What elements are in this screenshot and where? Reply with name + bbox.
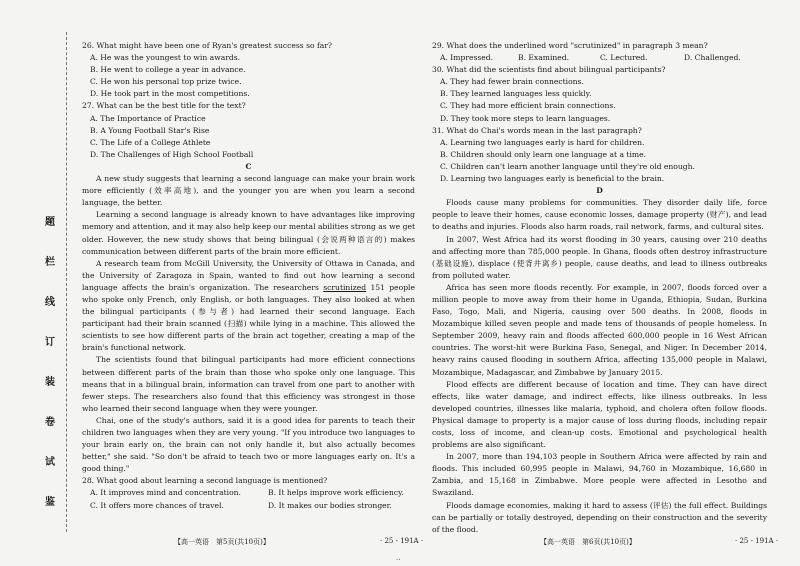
passage-paragraph: Africa has seen more floods recently. For example, in 2007, floods forced over a million people to move away from their home in Uganda, Ethiopia, Sudan, Burkina Faso, Togo, Mali, and Nigeria, causing over 500 deaths. In 2008, floods in Mozambique killed seven people and made tens of thousands of people homeless. In September 2009, heavy rain and floods affected 600,000 people in 16 West African countries. The worst-hit were Burkina Faso, Senegal, and Niger. In December 2014, heavy rains caused flooding in southern Africa, affecting 135,000 people in Malawi, Mozambique, Madagascar, and Zimbabwe by January 2015. [432, 282, 767, 377]
binding-margin [0, 0, 66, 566]
option-row [440, 52, 767, 64]
option: D. It makes our bodies stronger. [268, 500, 392, 510]
right-column [432, 40, 767, 536]
option: C. The Life of a College Athlete [90, 137, 211, 147]
margin-char: 卷 [45, 417, 55, 428]
passage-paragraph: In 2007, more than 194,103 people in Southern Africa were affected by rain and floods. This included 60,995 people in Malawi, 94,760 in Mozambique, 16,680 in Zambia, and 15,168 in Zimbabwe. More people were affected in Lesotho and Swaziland. [432, 452, 767, 498]
option: A. The Importance of Practice [90, 113, 206, 123]
question-27: 27. What can be the best title for the text? [82, 101, 246, 111]
passage-paragraph: Floods damage economies, making it hard to assess (评估) the full effect. Buildings can be partially or totally destroyed, depending on their construction and the severity of the flood. [432, 500, 767, 534]
option: A. He was the youngest to win awards. [90, 53, 241, 63]
option: B. A Young Football Star's Rise [90, 125, 210, 135]
option: A. Impressed. [440, 53, 494, 63]
option: C. It offers more chances of travel. [90, 500, 224, 510]
passage-paragraph: The scientists found that bilingual participants had more efficient connections between different parts of the brain than those who spoke only one language. This means that in a bilingual brain, information can travel from one part to another with fewer steps. The researchers also found that this efficiency was strongest in those who learned their second language when they were younger. [82, 355, 415, 413]
passage-paragraph [82, 258, 415, 355]
option: D. They took more steps to learn languages. [440, 113, 611, 123]
paragraph-text: 151 people who spoke only French, only English, or both languages. They also looked at when the bilingual participants (参与者) had learned their second language. Each participant had their brain scanned (扫描) while lying in a machine. This allowed the scientists to see how different parts of the brain act together, creating a map of the brain's functional network. [82, 282, 415, 353]
question-31: 31. What do Chai's words mean in the last paragraph? [432, 125, 642, 135]
option: A. They had fewer brain connections. [440, 77, 584, 87]
option-row [90, 487, 415, 499]
passage-paragraph: Learning a second language is already known to have advantages like improving memory and attention, and it may also help keep our mental abilities strong as we get older. However, the new study shows that being bilingual (会说两种语言的) makes communication between different parts of the brain more efficient. [82, 210, 415, 256]
question-30: 30. What did the scientists find about bilingual participants? [432, 65, 666, 75]
margin-char: 栏 [45, 257, 55, 268]
option: C. He won his personal top prize twice. [90, 77, 242, 87]
passage-paragraph: Flood effects are different because of location and time. They can have direct effects, like water damage, and indirect effects, like illness outbreaks. In less developed countries, illnesses like malaria, typhoid, and cholera often follow floods. Physical damage to property is a major cause of loss during floods, including repair costs, loss of income, and clean-up costs. Emotional and psychological health problems are also significant. [432, 379, 767, 450]
underlined-word: scrutinized [323, 282, 367, 292]
option: D. He took part in the most competitions. [90, 89, 250, 99]
passage-paragraph: Floods cause many problems for communities. They disorder daily life, force people to leave their homes, cause economic losses, damage property (财产), and lead to deaths and injuries. Floods also harm roads, rail network, farms, and cultural sites. [432, 198, 767, 232]
page-code-right: · 25 - 191A · [735, 537, 779, 545]
option: B. He went to college a year in advance. [90, 65, 246, 75]
question-28: 28. What good about learning a second language is mentioned? [82, 476, 328, 486]
option: B. They learned languages less quickly. [440, 89, 592, 99]
binding-line [66, 32, 67, 532]
passage-paragraph: In 2007, West Africa had its worst flooding in 30 years, causing over 210 deaths and affecting more than 785,000 people. In Ghana, floods often destroy infrastructure (基础设施), displace (使背井离乡) people, cause deaths, and lead to illness outbreaks from polluted water. [432, 234, 767, 280]
margin-char: 线 [45, 297, 55, 308]
question-29: 29. What does the underlined word "scrutinized" in paragraph 3 mean? [432, 41, 708, 50]
option: D. The Challenges of High School Football [90, 149, 254, 159]
margin-char: 订 [45, 337, 55, 348]
page-footer-left: 【高一英语 第5页(共10页)】 [174, 538, 270, 546]
option: B. It helps improve work efficiency. [268, 488, 404, 498]
option: C. Lectured. [600, 53, 648, 63]
option-row [90, 500, 415, 512]
page-footer-right: 【高一英语 第6页(共10页)】 [540, 538, 636, 546]
option: D. Learning two languages early is beneficial to the brain. [440, 174, 665, 184]
left-column [82, 40, 415, 512]
option: B. Examined. [518, 53, 570, 63]
passage-paragraph: Chai, one of the study's authors, said it is a good idea for parents to teach their children two languages when they are very young. "If you introduce two languages to your brain early on, the brain can not only handle it, but also actually becomes better," she said. "So don't be afraid to teach two or more languages early on. It's a good thing." [82, 415, 415, 474]
bottom-mark: ·· [396, 556, 401, 564]
option: C. They had more efficient brain connections. [440, 101, 616, 111]
option: C. Children can't learn another language until they're old enough. [440, 161, 695, 171]
section-heading-c: C [245, 161, 252, 171]
paragraph-text: A research team from McGill University, the University of Ottawa in Canada, and the University of Zaragoza in Spain, wanted to find out how learning a second language affects the brain's organization. The researchers [82, 258, 415, 292]
margin-char: 题 [45, 217, 55, 228]
option: A. It improves mind and concentration. [90, 488, 241, 498]
option: A. Learning two languages early is hard for children. [440, 137, 645, 147]
margin-char: 装 [45, 377, 55, 388]
passage-paragraph: A new study suggests that learning a second language can make your brain work more efficiently (效率高地), and the younger you are when you learn a second language, the better. [82, 174, 415, 208]
option: B. Children should only learn one language at a time. [440, 149, 646, 159]
question-26: 26. What might have been one of Ryan's greatest success so far? [82, 41, 332, 50]
margin-char: 鉴 [45, 497, 55, 508]
margin-char: 试 [45, 457, 55, 468]
option: D. Challenged. [684, 53, 741, 63]
section-heading-d: D [596, 186, 603, 196]
page-code-left: · 25 - 191A · [380, 537, 424, 545]
